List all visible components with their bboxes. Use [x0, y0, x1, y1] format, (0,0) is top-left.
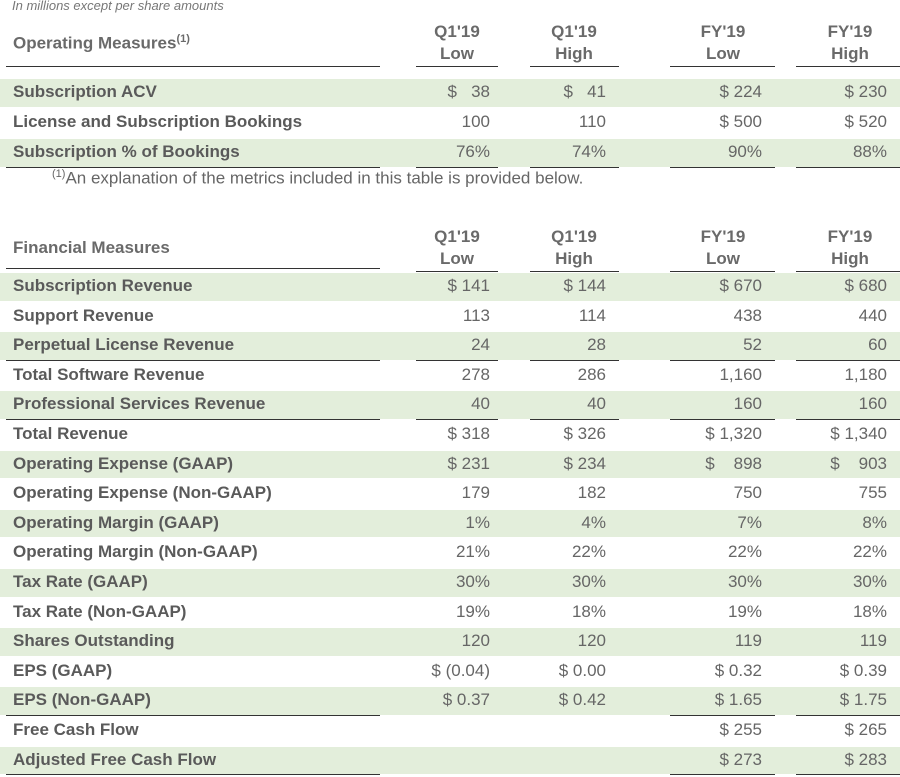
row-value: 88% — [852, 142, 887, 161]
row-value: $ 500 — [719, 112, 762, 131]
column-header-period: FY'19 — [827, 22, 873, 41]
row-label: Support Revenue — [13, 305, 154, 325]
row-value: 1% — [465, 512, 490, 532]
row-value: 40 — [587, 394, 606, 414]
table-row — [0, 510, 900, 538]
row-underline — [6, 360, 380, 361]
row-value: 114 — [578, 305, 606, 325]
row-value: $ 670 — [719, 276, 762, 295]
cell-underline — [670, 715, 775, 716]
footnote-sup: (1) — [52, 168, 66, 180]
row-value: 18% — [852, 601, 887, 621]
table-row — [0, 79, 900, 107]
row-value: $ 234 — [563, 453, 606, 473]
cell-underline — [796, 360, 900, 361]
row-underline — [6, 715, 380, 716]
footnote-text: An explanation of the metrics included in this table is provided below. — [65, 168, 584, 188]
cell-underline — [670, 774, 775, 775]
cell-underline — [530, 419, 619, 420]
row-value: 30% — [727, 572, 762, 591]
cell-underline — [416, 360, 498, 361]
row-value: 52 — [743, 335, 762, 355]
column-header-underline — [530, 66, 619, 67]
row-label: Operating Expense (Non-GAAP) — [13, 483, 272, 503]
row-value: $ 141 — [447, 276, 490, 295]
cell-underline — [796, 419, 900, 420]
cell-underline — [796, 774, 900, 775]
row-value: 100 — [461, 112, 490, 131]
column-header-underline — [796, 271, 900, 272]
row-value: 160 — [733, 394, 762, 414]
row-value: $ 0.42 — [558, 690, 606, 710]
row-value: 119 — [734, 631, 762, 651]
row-value: 7% — [737, 512, 762, 532]
row-label: Total Software Revenue — [13, 364, 205, 384]
cell-underline — [670, 167, 775, 168]
row-label: Subscription % of Bookings — [13, 142, 240, 161]
row-value: 18% — [571, 601, 606, 621]
cell-underline — [670, 360, 775, 361]
row-value: 1,160 — [719, 364, 762, 384]
row-value: $ 255 — [719, 720, 762, 739]
table-row — [0, 599, 900, 627]
row-value: 119 — [859, 631, 887, 651]
column-header-bound: High — [831, 249, 869, 268]
operating-title-text: Operating Measures — [13, 33, 177, 53]
table-row — [0, 391, 900, 419]
row-label: Free Cash Flow — [13, 720, 139, 739]
row-label: EPS (Non-GAAP) — [13, 690, 151, 710]
row-value: 60 — [868, 335, 887, 355]
row-label: Subscription Revenue — [13, 276, 193, 295]
row-value: $ 265 — [844, 720, 887, 739]
row-value: 113 — [462, 305, 490, 325]
row-value: $ 231 — [447, 453, 490, 473]
table-row — [0, 109, 900, 137]
row-value: $ 230 — [844, 82, 887, 101]
row-label: Shares Outstanding — [13, 631, 175, 651]
row-value: $ 283 — [844, 749, 887, 769]
column-header-bound: High — [831, 44, 869, 63]
row-value: $ 144 — [563, 276, 606, 295]
column-header-1 — [529, 21, 619, 65]
table-row — [0, 451, 900, 479]
row-value: $ 0.37 — [442, 690, 490, 710]
row-value: 24 — [471, 335, 490, 355]
column-header-bound: Low — [706, 249, 740, 268]
row-value: 110 — [578, 112, 606, 131]
table-row — [0, 658, 900, 686]
row-value: 8% — [862, 512, 887, 532]
table-row — [0, 539, 900, 567]
row-value: 90% — [727, 142, 762, 161]
column-header-underline — [670, 66, 775, 67]
row-value: $ 1,340 — [830, 424, 887, 443]
row-value: $ 520 — [844, 112, 887, 131]
row-value: $ 903 — [830, 453, 887, 473]
row-value: $ 0.00 — [558, 660, 606, 680]
row-value: 21% — [455, 542, 490, 562]
table-row — [0, 687, 900, 715]
row-value: $ 326 — [563, 424, 606, 443]
row-label: Tax Rate (Non-GAAP) — [13, 601, 187, 621]
row-value: 22% — [727, 542, 762, 562]
row-value: $ 38 — [447, 82, 490, 101]
operating-title-underline — [6, 66, 380, 67]
column-header-bound: High — [555, 249, 593, 268]
row-value: 74% — [571, 142, 606, 161]
row-value: 278 — [461, 364, 490, 384]
column-header-1 — [529, 226, 619, 270]
table-row — [0, 273, 900, 301]
row-value: 286 — [577, 364, 606, 384]
table-row — [0, 480, 900, 508]
row-value: 755 — [858, 483, 887, 503]
row-label: Operating Margin (Non-GAAP) — [13, 542, 258, 562]
cell-underline — [530, 360, 619, 361]
cell-underline — [796, 167, 900, 168]
table-row — [0, 303, 900, 331]
row-value: 440 — [858, 305, 887, 325]
row-label: Subscription ACV — [13, 82, 157, 101]
table-row — [0, 332, 900, 360]
column-header-period: Q1'19 — [551, 227, 597, 246]
column-header-period: FY'19 — [700, 227, 746, 246]
operating-title-sup: (1) — [176, 33, 190, 45]
row-label: Operating Margin (GAAP) — [13, 512, 219, 532]
table-row — [0, 628, 900, 656]
financial-title: Financial Measures — [13, 238, 170, 257]
column-header-period: Q1'19 — [551, 22, 597, 41]
column-header-underline — [416, 66, 498, 67]
row-value: 76% — [455, 142, 490, 161]
column-header-period: FY'19 — [700, 22, 746, 41]
row-underline — [6, 419, 380, 420]
row-value: 30% — [571, 572, 606, 591]
row-value: $ 0.39 — [839, 660, 887, 680]
column-header-3 — [805, 226, 895, 270]
table-row — [0, 747, 900, 775]
column-header-underline — [530, 271, 619, 272]
financial-title-underline — [6, 268, 380, 269]
row-value: $ 41 — [563, 82, 606, 101]
column-header-bound: Low — [440, 249, 474, 268]
column-header-underline — [670, 271, 775, 272]
cell-underline — [416, 419, 498, 420]
row-underline — [6, 774, 380, 775]
column-header-period: Q1'19 — [434, 22, 480, 41]
row-value: 750 — [733, 483, 762, 503]
row-label: Professional Services Revenue — [13, 394, 266, 414]
cell-underline — [670, 419, 775, 420]
row-label: Total Revenue — [13, 424, 128, 443]
column-header-3 — [805, 21, 895, 65]
row-label: Adjusted Free Cash Flow — [13, 749, 217, 769]
table-row — [0, 421, 900, 449]
row-label: Tax Rate (GAAP) — [13, 572, 148, 591]
table-row — [0, 139, 900, 167]
row-value: 438 — [733, 305, 762, 325]
row-value: $ (0.04) — [431, 660, 490, 680]
table-row — [0, 717, 900, 745]
footnote — [52, 168, 583, 189]
row-value: 120 — [461, 631, 490, 651]
row-value: 19% — [455, 601, 490, 621]
caption: In millions except per share amounts — [12, 0, 224, 13]
row-value: $ 224 — [719, 82, 762, 101]
column-header-period: Q1'19 — [434, 227, 480, 246]
row-value: 160 — [858, 394, 887, 414]
row-value: 22% — [571, 542, 606, 562]
row-value: $ 1.75 — [839, 690, 887, 710]
column-header-2 — [673, 226, 773, 270]
cell-underline — [796, 715, 900, 716]
row-label: Operating Expense (GAAP) — [13, 453, 234, 473]
row-value: 179 — [461, 483, 490, 503]
row-value: $ 898 — [705, 453, 762, 473]
row-value: 30% — [852, 572, 887, 591]
row-label: Perpetual License Revenue — [13, 335, 235, 355]
column-header-bound: High — [555, 44, 593, 63]
column-header-period: FY'19 — [827, 227, 873, 246]
row-value: $ 1,320 — [705, 424, 762, 443]
table-row — [0, 362, 900, 390]
row-label: EPS (GAAP) — [13, 660, 113, 680]
row-value: 4% — [581, 512, 606, 532]
row-value: 120 — [577, 631, 606, 651]
row-value: $ 318 — [447, 424, 490, 443]
row-value: 30% — [455, 572, 490, 591]
row-value: $ 680 — [844, 276, 887, 295]
table-row — [0, 569, 900, 597]
column-header-bound: Low — [706, 44, 740, 63]
row-value: $ 1.65 — [714, 690, 762, 710]
row-value: $ 0.32 — [714, 660, 762, 680]
row-value: 28 — [587, 335, 606, 355]
operating-title — [13, 33, 190, 54]
column-header-2 — [673, 21, 773, 65]
row-value: 19% — [727, 601, 762, 621]
row-value: 22% — [852, 542, 887, 562]
row-value: 1,180 — [844, 364, 887, 384]
column-header-underline — [796, 66, 900, 67]
row-value: 40 — [471, 394, 490, 414]
column-header-bound: Low — [440, 44, 474, 63]
row-value: $ 273 — [719, 749, 762, 769]
row-label: License and Subscription Bookings — [13, 112, 303, 131]
column-header-0 — [417, 21, 497, 65]
column-header-0 — [417, 226, 497, 270]
column-header-underline — [416, 271, 498, 272]
row-value: 182 — [577, 483, 606, 503]
